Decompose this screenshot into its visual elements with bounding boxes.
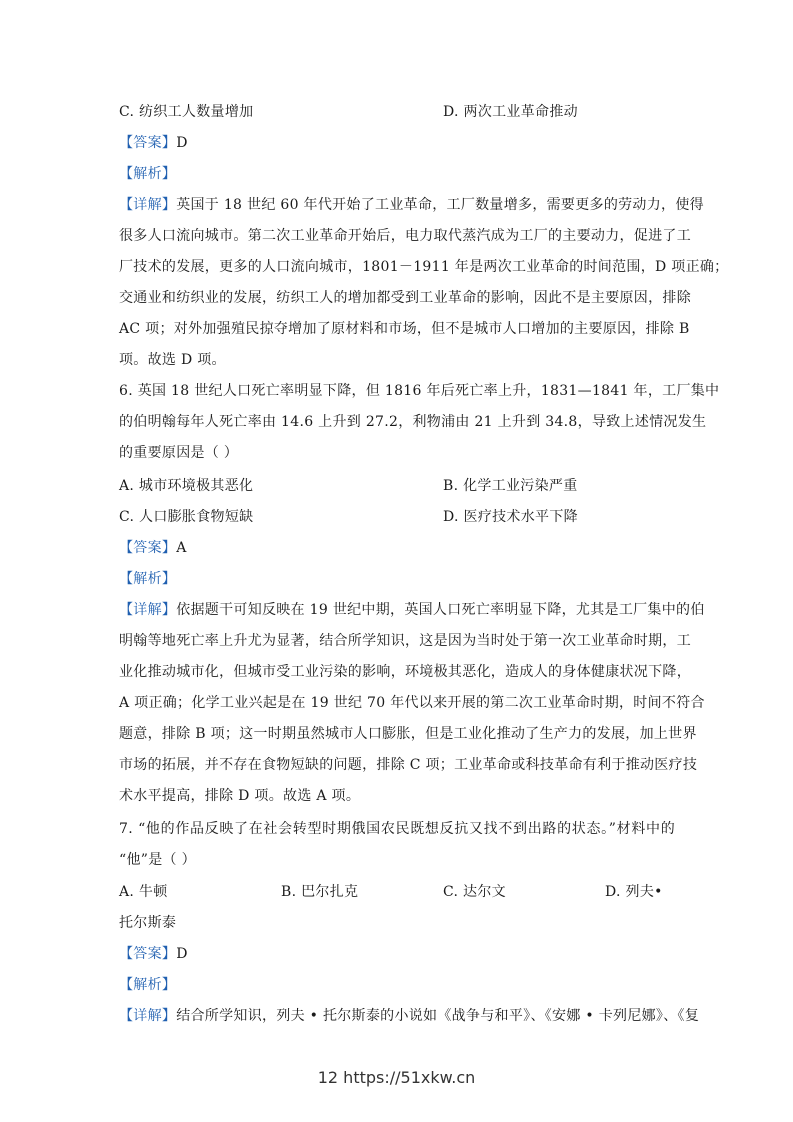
detail-tag: 【详解】 [119,602,177,618]
q6-detail-line-1: 【详解】依据题干可知反映在 19 世纪中期，英国人口死亡率明显下降，尤其是工厂集中的伯 [119,602,705,618]
q5-detail-line-2: 很多人口流向城市。第二次工业革命开始后，电力取代蒸汽成为工厂的主要动力，促进了工 [119,228,691,244]
q6-detail-line-6: 市场的拓展，并不存在食物短缺的问题，排除 C 项；工业革命或科技革命有利于推动医疗技 [119,757,698,773]
q7-option-d: D. 列夫• [605,884,663,900]
q5-detail-line-4: 交通业和纺织业的发展，纺织工人的增加都受到工业革命的影响，因此不是主要原因，排除 [119,290,691,306]
q6-detail-line-4: A 项正确；化学工业兴起是在 19 世纪 70 年代以来开展的第二次工业革命时期，时间不符合 [119,695,705,711]
q7-stem-line-1: 7. “他的作品反映了在社会转型时期俄国农民既想反抗又找不到出路的状态。”材料中的 [119,821,675,837]
analysis-tag: 【解析】 [119,977,177,993]
q7-detail-line-1: 【详解】结合所学知识，列夫 • 托尔斯泰的小说如《战争与和平》、《安娜 • 卡列尼娜》、《复 [119,1008,700,1024]
q5-detail-line-6: 项。故选 D 项。 [119,352,226,368]
q6-option-b: B. 化学工业污染严重 [443,478,578,494]
q6-stem-line-1: 6. 英国 18 世纪人口死亡率明显下降，但 1816 年后死亡率上升，1831—1841 年，工厂集中 [119,383,720,399]
detail-tag: 【详解】 [119,197,177,213]
q5-detail-line-3: 厂技术的发展，更多的人口流向城市，1801－1911 年是两次工业革命的时间范围，D 项正确； [119,259,729,275]
detail-tag: 【详解】 [119,1008,177,1024]
analysis-tag: 【解析】 [119,166,177,182]
q7-option-c: C. 达尔文 [443,884,506,900]
answer-tag: 【答案】 [119,946,177,962]
q5-detail-line-1: 【详解】英国于 18 世纪 60 年代开始了工业革命，工厂数量增多，需要更多的劳动力，使得 [119,197,704,213]
q6-analysis-heading [119,569,675,589]
q6-option-c: C. 人口膨胀食物短缺 [119,509,254,525]
q6-answer [119,538,675,558]
answer-tag: 【答案】 [119,540,177,556]
q6-stem-line-2: 的伯明翰每年人死亡率由 14.6 上升到 27.2，利物浦由 21 上升到 34.8，导致上述情况发生 [119,414,707,430]
q7-option-d-continued: 托尔斯泰 [119,915,177,931]
q5-option-c: C. 纺织工人数量增加 [119,104,254,120]
answer-value: D [176,946,188,962]
q5-detail-line-5: AC 项；对外加强殖民掠夺增加了原材料和市场，但不是城市人口增加的主要原因，排除 B [119,321,690,337]
q5-analysis-heading [119,164,675,184]
analysis-tag: 【解析】 [119,571,177,587]
answer-tag: 【答案】 [119,135,177,151]
q6-detail-line-5: 题意，排除 B 项；这一时期虽然城市人口膨胀，但是工业化推动了生产力的发展，加上世界 [119,726,697,742]
q6-detail-line-2: 明翰等地死亡率上升尤为显著，结合所学知识，这是因为当时处于第一次工业革命时期，工 [119,633,691,649]
q7-option-b: B. 巴尔扎克 [281,884,359,900]
answer-value: A [176,540,187,556]
q7-option-a: A. 牛顿 [119,884,168,900]
q7-analysis-heading [119,975,675,995]
q6-option-a: A. 城市环境极其恶化 [119,478,254,494]
q6-detail-line-3: 业化推动城市化，但城市受工业污染的影响，环境极其恶化，造成人的身体健康状况下降， [119,664,691,680]
q5-answer [119,133,675,153]
q7-answer [119,944,675,964]
answer-value: D [176,135,188,151]
q5-option-d: D. 两次工业革命推动 [443,104,578,120]
q6-stem-line-3: 的重要原因是（ ） [119,445,239,461]
q6-detail-line-7: 术水平提高，排除 D 项。故选 A 项。 [119,788,361,804]
q6-option-d: D. 医疗技术水平下降 [443,509,578,525]
page-footer: 12 https://51xkw.cn [317,1068,476,1087]
q7-stem-line-2: “他”是（ ） [119,852,196,868]
